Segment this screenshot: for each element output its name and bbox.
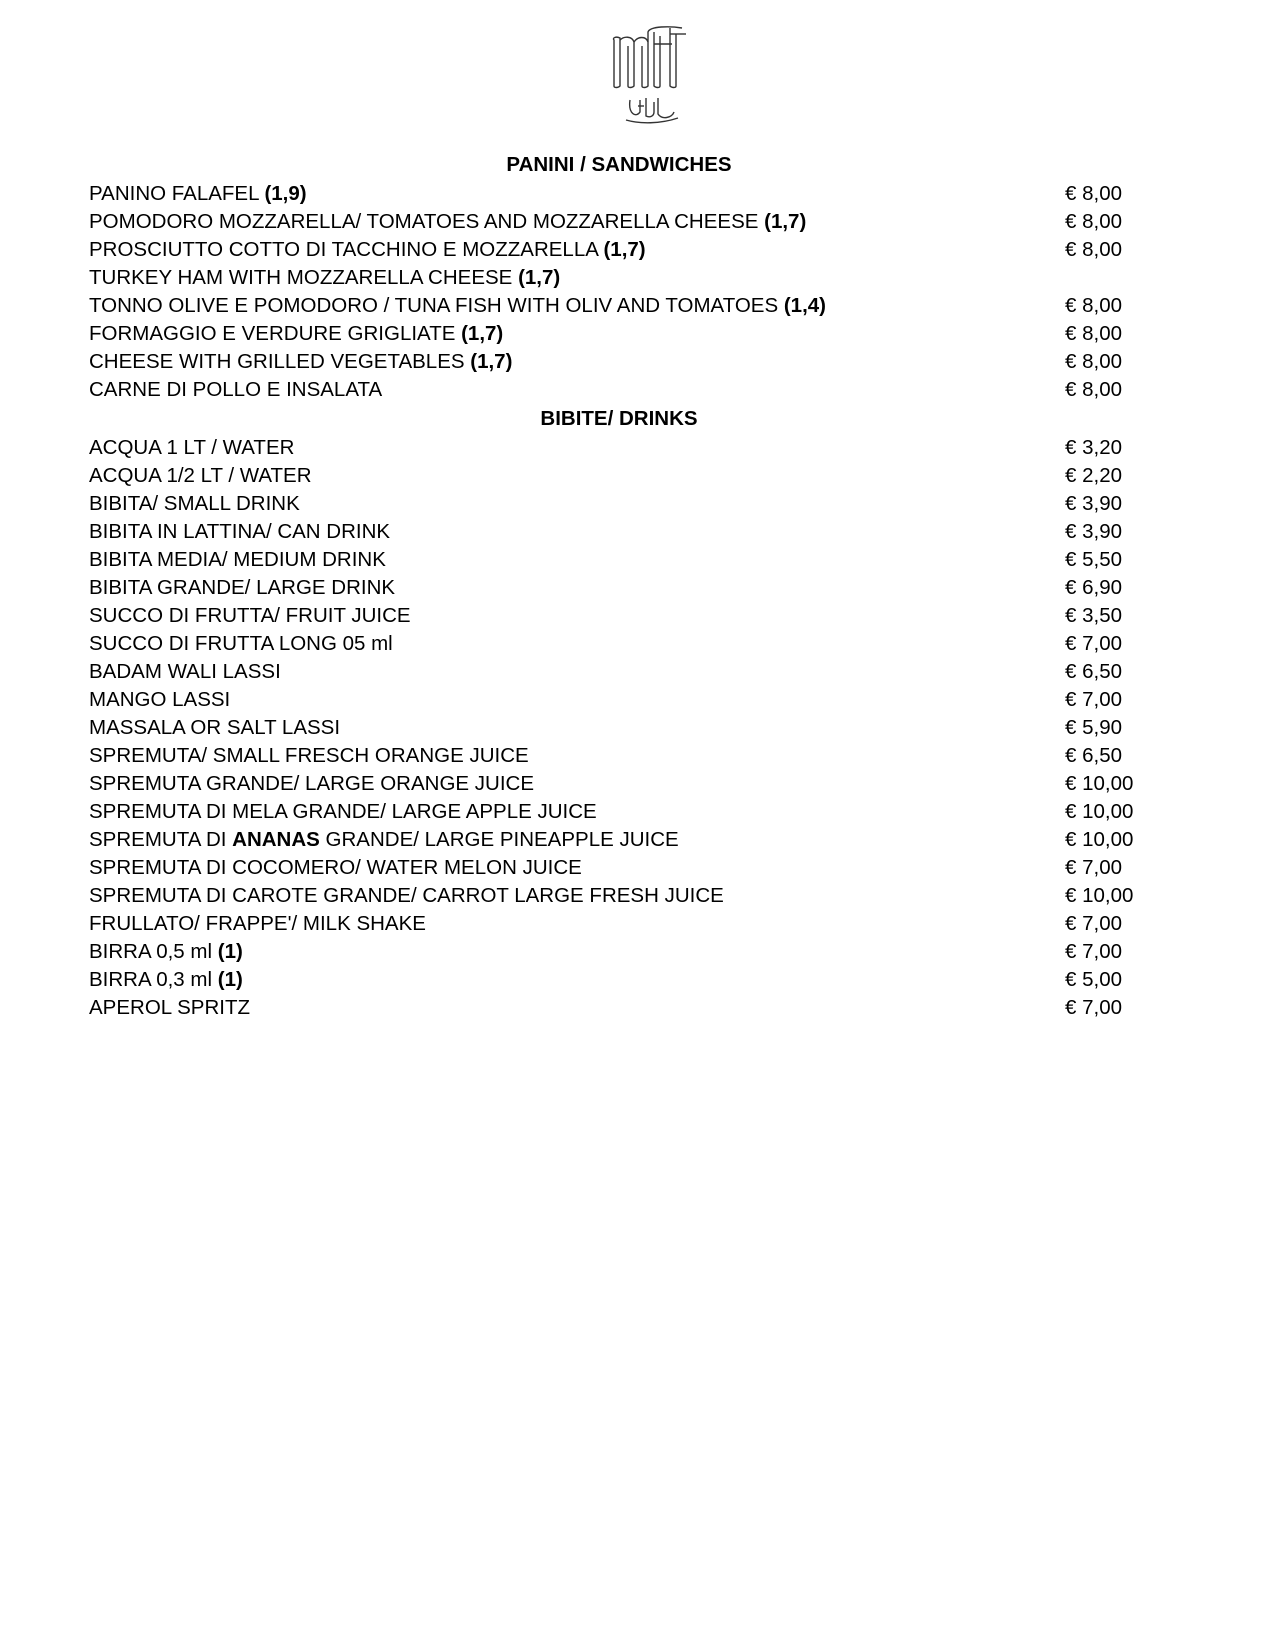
menu-item-bold-text: (1,7) [461, 322, 504, 345]
menu-item-label: TURKEY HAM WITH MOZZARELLA CHEESE [89, 266, 519, 289]
menu-item-name [89, 686, 230, 714]
menu-item-label: BIBITA GRANDE/ LARGE DRINK [89, 576, 396, 599]
menu-item [89, 658, 1139, 686]
menu-item [89, 686, 1139, 714]
section-title: BIBITE/ DRINKS [540, 407, 698, 430]
menu-item-label: SUCCO DI FRUTTA/ FRUIT JUICE [89, 604, 411, 627]
menu-item-price: € 7,00 [1065, 996, 1122, 1019]
menu-item [89, 546, 1139, 574]
menu-item-price: € 5,50 [1065, 548, 1122, 571]
menu-item-price: € 7,00 [1065, 632, 1122, 655]
menu-item [89, 376, 1139, 404]
menu-item-name [89, 490, 300, 518]
menu-item [89, 462, 1139, 490]
menu-item-label: POMODORO MOZZARELLA/ TOMATOES AND MOZZARELLA CHEESE [89, 210, 765, 233]
menu-item-price: € 5,00 [1065, 968, 1122, 991]
menu-item-label: ACQUA 1 LT / WATER [89, 436, 295, 459]
menu-item-name [89, 574, 395, 602]
menu-item-label: FORMAGGIO E VERDURE GRIGLIATE [89, 322, 462, 345]
menu-item-name [89, 910, 426, 938]
menu-item-name [89, 742, 529, 770]
menu [89, 150, 1139, 1022]
menu-item [89, 938, 1139, 966]
menu-item-name [89, 462, 312, 490]
menu-item-name [89, 658, 281, 686]
menu-item-label: BIBITA IN LATTINA/ CAN DRINK [89, 520, 391, 543]
menu-item [89, 994, 1139, 1022]
menu-item-label: BIRRA 0,3 ml [89, 968, 218, 991]
menu-item-label: PROSCIUTTO COTTO DI TACCHINO E MOZZARELLA [89, 238, 604, 261]
menu-item-name [89, 348, 512, 376]
menu-item [89, 630, 1139, 658]
menu-item-bold-text: ANANAS [232, 828, 320, 851]
menu-item-price: € 5,90 [1065, 716, 1122, 739]
menu-item-name [89, 798, 597, 826]
menu-item-name [89, 236, 646, 264]
menu-item [89, 574, 1139, 602]
menu-item-price: € 3,90 [1065, 520, 1122, 543]
menu-item-label: BADAM WALI LASSI [89, 660, 281, 683]
menu-item [89, 742, 1139, 770]
menu-item-name [89, 770, 534, 798]
menu-item-label: MASSALA OR SALT LASSI [89, 716, 341, 739]
menu-item [89, 264, 1139, 292]
menu-item-label: SUCCO DI FRUTTA LONG 05 ml [89, 632, 393, 655]
menu-item-label: MANGO LASSI [89, 688, 231, 711]
menu-item-label: ACQUA 1/2 LT / WATER [89, 464, 312, 487]
menu-item-price: € 8,00 [1065, 322, 1122, 345]
menu-item-label: FRULLATO/ FRAPPE'/ MILK SHAKE [89, 912, 426, 935]
menu-item-label: SPREMUTA GRANDE/ LARGE ORANGE JUICE [89, 772, 535, 795]
menu-item-bold-text: (1,7) [518, 266, 561, 289]
menu-item [89, 910, 1139, 938]
menu-item-name [89, 292, 826, 320]
menu-item-name [89, 826, 679, 854]
menu-item-price: € 7,00 [1065, 912, 1122, 935]
menu-item-label: SPREMUTA DI CAROTE GRANDE/ CARROT LARGE FRESH JUICE [89, 884, 724, 907]
menu-item [89, 714, 1139, 742]
menu-item-name [89, 320, 503, 348]
menu-item-name [89, 938, 243, 966]
menu-item-price: € 6,50 [1065, 744, 1122, 767]
menu-item-label: PANINO FALAFEL [89, 182, 265, 205]
menu-item [89, 854, 1139, 882]
menu-item-name [89, 264, 560, 292]
menu-item-name [89, 518, 390, 546]
menu-item-price: € 3,50 [1065, 604, 1122, 627]
menu-item-name [89, 854, 582, 882]
menu-item-price: € 10,00 [1065, 772, 1134, 795]
menu-item-bold-text: (1,7) [764, 210, 807, 233]
menu-item-price: € 7,00 [1065, 940, 1122, 963]
menu-item-label: TONNO OLIVE E POMODORO / TUNA FISH WITH OLIV AND TOMATOES [89, 294, 784, 317]
menu-item-bold-text: (1) [217, 940, 243, 963]
menu-item-price: € 8,00 [1065, 238, 1122, 261]
menu-item-name [89, 966, 243, 994]
menu-item-label-rest: GRANDE/ LARGE PINEAPPLE JUICE [319, 828, 679, 851]
section-title: PANINI / SANDWICHES [506, 153, 732, 176]
menu-item [89, 320, 1139, 348]
menu-item-label: CARNE DI POLLO E INSALATA [89, 378, 383, 401]
menu-item-price: € 8,00 [1065, 294, 1122, 317]
menu-item [89, 518, 1139, 546]
menu-item [89, 826, 1139, 854]
menu-item-price: € 10,00 [1065, 800, 1134, 823]
menu-item-label: BIRRA 0,5 ml [89, 940, 218, 963]
menu-item [89, 490, 1139, 518]
menu-item-name [89, 714, 340, 742]
menu-item-label: APEROL SPRITZ [89, 996, 250, 1019]
menu-item [89, 966, 1139, 994]
menu-item [89, 882, 1139, 910]
menu-item [89, 798, 1139, 826]
menu-item-price: € 8,00 [1065, 210, 1122, 233]
menu-item-price: € 8,00 [1065, 350, 1122, 373]
menu-item-name [89, 994, 250, 1022]
menu-item-price: € 7,00 [1065, 856, 1122, 879]
menu-item-name [89, 630, 393, 658]
menu-item-price: € 10,00 [1065, 828, 1134, 851]
menu-item [89, 292, 1139, 320]
menu-item-label: BIBITA MEDIA/ MEDIUM DRINK [89, 548, 386, 571]
menu-item-bold-text: (1,9) [264, 182, 307, 205]
menu-item-name [89, 882, 724, 910]
menu-item-price: € 2,20 [1065, 464, 1122, 487]
menu-item-label: SPREMUTA DI COCOMERO/ WATER MELON JUICE [89, 856, 582, 879]
menu-item-price: € 8,00 [1065, 378, 1122, 401]
menu-item [89, 348, 1139, 376]
menu-item [89, 236, 1139, 264]
menu-item-price: € 6,90 [1065, 576, 1122, 599]
menu-item-label: SPREMUTA DI MELA GRANDE/ LARGE APPLE JUICE [89, 800, 597, 823]
menu-item [89, 602, 1139, 630]
menu-item [89, 180, 1139, 208]
menu-item [89, 434, 1139, 462]
menu-item-label: CHEESE WITH GRILLED VEGETABLES [89, 350, 471, 373]
menu-item-label: SPREMUTA/ SMALL FRESCH ORANGE JUICE [89, 744, 529, 767]
menu-item-price: € 3,20 [1065, 436, 1122, 459]
menu-item-name [89, 208, 806, 236]
menu-item-bold-text: (1,7) [603, 238, 646, 261]
menu-item-label: BIBITA/ SMALL DRINK [89, 492, 300, 515]
restaurant-logo-icon [610, 22, 700, 130]
menu-item-price: € 10,00 [1065, 884, 1134, 907]
menu-item-label: SPREMUTA DI [89, 828, 233, 851]
menu-item [89, 770, 1139, 798]
menu-item-name [89, 376, 382, 404]
menu-item-name [89, 180, 307, 208]
menu-item-bold-text: (1,4) [783, 294, 826, 317]
menu-item-price: € 6,50 [1065, 660, 1122, 683]
menu-item-price: € 8,00 [1065, 182, 1122, 205]
menu-item-price: € 7,00 [1065, 688, 1122, 711]
menu-item-bold-text: (1,7) [470, 350, 513, 373]
menu-item-name [89, 434, 294, 462]
menu-item [89, 208, 1139, 236]
menu-item-name [89, 546, 386, 574]
menu-item-name [89, 602, 411, 630]
menu-item-price: € 3,90 [1065, 492, 1122, 515]
menu-item-bold-text: (1) [217, 968, 243, 991]
